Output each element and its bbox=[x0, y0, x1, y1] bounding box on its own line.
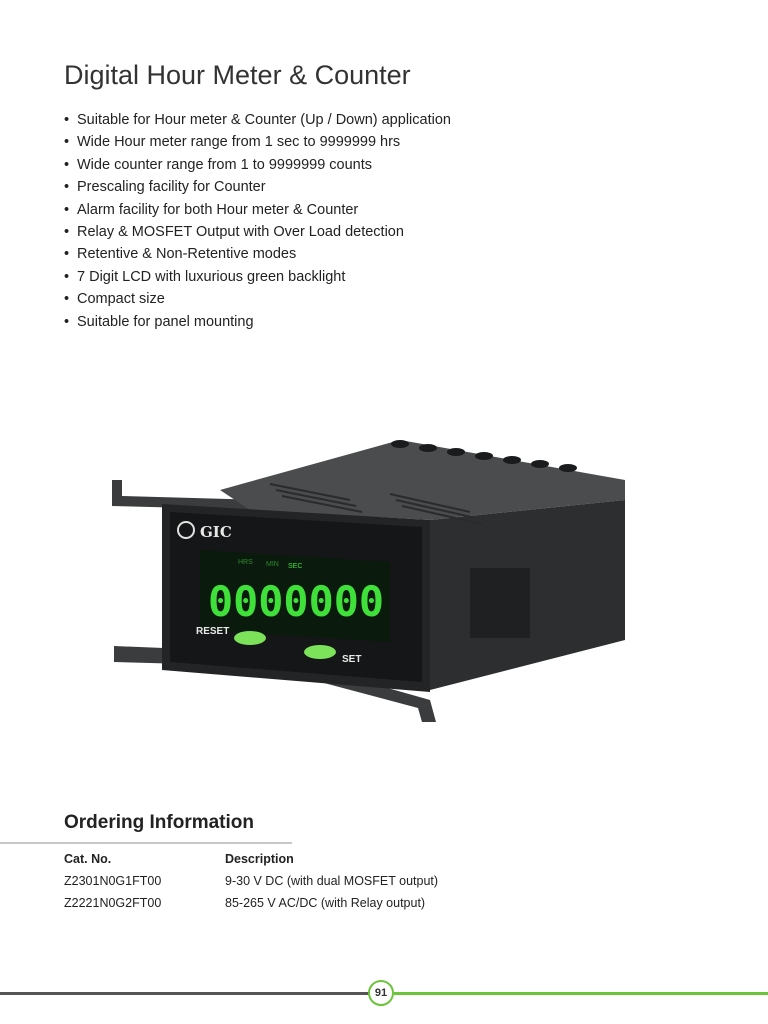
feature-text: Compact size bbox=[77, 291, 165, 308]
cat-no-cell: Z2221N0G2FT00 bbox=[64, 896, 162, 910]
description-cell: 9-30 V DC (with dual MOSFET output) bbox=[225, 874, 439, 888]
footer-rule-right bbox=[394, 992, 768, 995]
column-header-cat-no: Cat. No. bbox=[64, 852, 112, 866]
side-block bbox=[470, 568, 530, 638]
cat-no-cell: Z2301N0G1FT00 bbox=[64, 874, 162, 888]
table-row bbox=[64, 892, 438, 914]
table-header-row bbox=[64, 848, 438, 870]
brand-logo: GIC bbox=[200, 523, 232, 541]
footer-rule-left bbox=[0, 992, 372, 995]
feature-item: • Prescaling facility for Counter bbox=[64, 179, 266, 196]
ordering-table bbox=[64, 848, 438, 914]
set-label: SET bbox=[342, 654, 362, 665]
feature-item: • Alarm facility for both Hour meter & Counter bbox=[64, 201, 359, 218]
feature-item: • Suitable for panel mounting bbox=[64, 313, 254, 330]
page-number: 91 bbox=[368, 980, 394, 1006]
feature-text: 7 Digit LCD with luxurious green backlight bbox=[77, 268, 346, 285]
reset-label: RESET bbox=[196, 626, 230, 637]
reset-button bbox=[234, 631, 266, 645]
feature-text: Wide counter range from 1 to 9999999 counts bbox=[77, 156, 373, 173]
section-divider bbox=[0, 842, 292, 844]
feature-item: • Retentive & Non-Retentive modes bbox=[64, 246, 297, 263]
feature-text: Alarm facility for both Hour meter & Counter bbox=[77, 201, 359, 218]
feature-list bbox=[64, 109, 451, 333]
feature-item: • Relay & MOSFET Output with Over Load detection bbox=[64, 223, 404, 240]
feature-text: Prescaling facility for Counter bbox=[77, 179, 266, 196]
description-cell: 85-265 V AC/DC (with Relay output) bbox=[225, 896, 426, 910]
lcd-unit-sec: SEC bbox=[288, 563, 303, 570]
column-header-description: Description bbox=[225, 852, 294, 866]
feature-text: Suitable for panel mounting bbox=[77, 313, 254, 330]
feature-text: Wide Hour meter range from 1 sec to 9999999 hrs bbox=[77, 134, 401, 151]
table-row bbox=[64, 870, 438, 892]
feature-item: • Compact size bbox=[64, 291, 165, 308]
lcd-unit-min: MIN bbox=[266, 561, 279, 568]
lcd-unit-hrs: HRS bbox=[238, 559, 253, 566]
ordering-info-title: Ordering Information bbox=[64, 812, 254, 833]
feature-text: Relay & MOSFET Output with Over Load detection bbox=[77, 223, 404, 240]
feature-text: Retentive & Non-Retentive modes bbox=[77, 246, 297, 263]
feature-item: • Wide Hour meter range from 1 sec to 9999999 hrs bbox=[64, 134, 401, 151]
page-title: Digital Hour Meter & Counter bbox=[64, 60, 411, 90]
feature-item: • Wide counter range from 1 to 9999999 counts bbox=[64, 156, 373, 173]
feature-text: Suitable for Hour meter & Counter (Up / Down) application bbox=[77, 112, 451, 128]
set-button bbox=[304, 645, 336, 659]
product-image bbox=[100, 430, 640, 730]
feature-item: • Suitable for Hour meter & Counter (Up / Down) application bbox=[64, 112, 451, 128]
lcd-digits: 0000000 bbox=[208, 577, 384, 626]
feature-item: • 7 Digit LCD with luxurious green backlight bbox=[64, 268, 346, 285]
